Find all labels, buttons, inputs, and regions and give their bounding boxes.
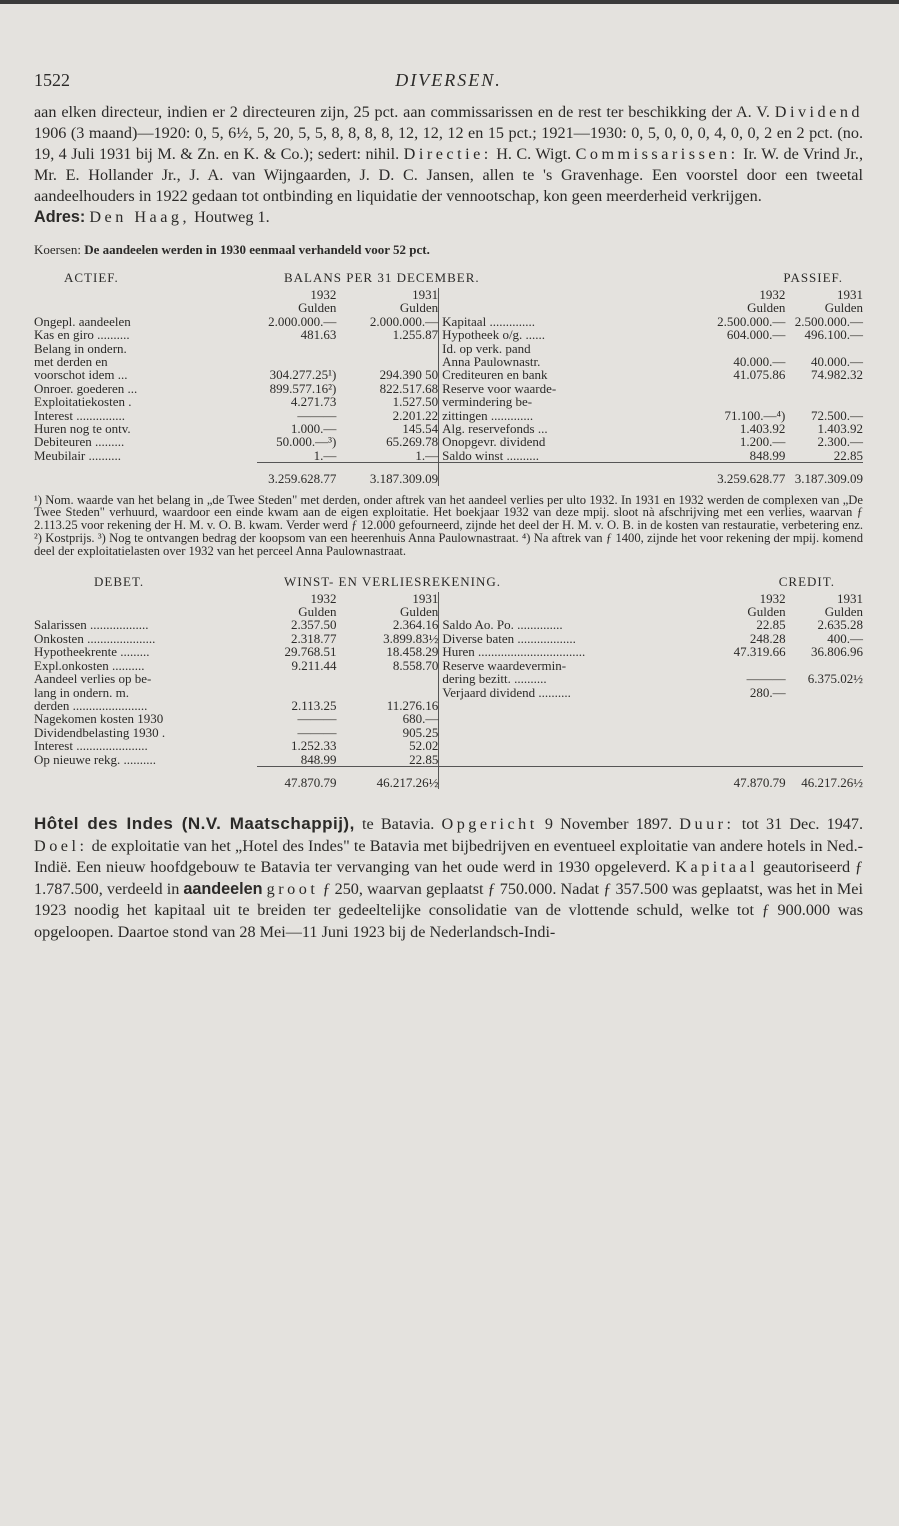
right-label: Diverse baten ..................: [439, 632, 666, 645]
left-value-2: 680.—: [402, 711, 439, 727]
right-value-1: 2.500.000.—: [717, 313, 786, 329]
groot-label: groot: [266, 879, 319, 898]
winst-heading: [34, 572, 863, 592]
right-value-2: [786, 659, 863, 672]
table-row: [34, 328, 863, 341]
left-value-2: [336, 672, 438, 685]
table-row: [34, 409, 863, 422]
right-label: Hypotheek o/g. ......: [439, 328, 666, 341]
intro-text-2: 1906 (3 maand)—1920: 0, 5, 6½, 5, 20, 5, 5, 8, 8, 8, 8, 12, 12, 12 en 15 pct.; 1921—1930: 0, 5, 0, 0, 0, 4, 0, 0, 2 en 2 pct. (no. 19, 4 Juli 1931 bij M. & Zn. en K. & Co.); sedert: nihil.: [34, 124, 863, 163]
year-right-2: 1931: [837, 590, 863, 606]
unit-right-1: Gulden: [747, 604, 786, 620]
commissarissen-label: Commissarissen:: [575, 145, 739, 163]
left-value-1: 2.000.000.—: [268, 313, 337, 329]
right-value-1: [666, 739, 785, 752]
unit-header-row: [34, 605, 863, 618]
right-value-2: 40.000.—: [811, 354, 863, 370]
right-label: Onopgevr. dividend: [439, 435, 666, 448]
right-label: Reserve waardevermin-: [439, 659, 666, 672]
winst-table: [34, 592, 863, 790]
adres-city: Den Haag,: [89, 208, 191, 226]
right-value-2: 22.85: [833, 447, 863, 463]
left-label: Hypotheekrente .........: [34, 644, 150, 660]
left-value-2: 2.364.16: [392, 617, 439, 633]
right-value-1: [666, 753, 785, 767]
running-title: DIVERSEN.: [395, 70, 502, 90]
left-value-2: [336, 686, 438, 699]
blank-cell: [439, 605, 666, 618]
right-value-1: 47.319.66: [733, 644, 786, 660]
left-value-2: 22.85: [409, 751, 439, 767]
left-label: Salarissen ..................: [34, 617, 149, 633]
right-value-1: ———: [746, 671, 786, 687]
left-value-2: 822.517.68: [379, 380, 439, 396]
table-row: [34, 395, 863, 408]
balans-footnotes: ¹) Nom. waarde van het belang in „de Twee Steden" met derden, onder aftrek van het aandeel verlies per ulto 1932. In 1931 en 1932 werden de complexen van „De Twee Steden" verhuurd, waardoor een einde kwam aan de eigen exploitatie. Het boekjaar 1932 van deze mpij. sloot nà afschrijving met een verlies, waarvan ƒ 2.113.25 voor rekening der H. M. v. O. B. kwam. Verder werd ƒ 12.000 gefourneerd, zijnde het deel der H. M. v. O. B. in de kosten van restauratie, verbetering enz. ²) Kostprijs. ³) Nog te ontvangen bedrag der koopsom van een heerenhuis Anna Paulownastraat. ⁴) Na aftrek van ƒ 1400, zijnde het voor rekening der mpij. komend deel der exploitatielasten over 1932 van het perceel Anna Paulownastraat.: [34, 492, 863, 558]
left-value-1: ———: [297, 724, 337, 740]
left-label: Nagekomen kosten 1930: [34, 711, 164, 727]
total-row: [34, 766, 863, 789]
left-value-1: [257, 342, 337, 355]
left-value-2: 905.25: [402, 724, 439, 740]
left-label: Exploitatiekosten .: [34, 394, 132, 410]
koersen-label: Koersen:: [34, 242, 81, 257]
table-row: [34, 712, 863, 725]
right-value-2: 36.806.96: [811, 644, 863, 660]
koersen-text: De aandeelen werden in 1930 eenmaal verhandeld voor 52 pct.: [84, 242, 430, 257]
right-value-1: 22.85: [756, 617, 786, 633]
left-label: Onroer. goederen ...: [34, 380, 138, 396]
right-value-2: 1.403.92: [817, 421, 863, 437]
hotel-text-3: tot 31 Dec. 1947.: [741, 815, 864, 834]
right-value-1: 604.000.—: [726, 327, 786, 343]
left-value-2: 11.276.16: [386, 697, 439, 713]
blank-cell: [439, 766, 666, 789]
year-header-row: [34, 592, 863, 605]
balans-left-head: ACTIEF.: [64, 270, 119, 285]
right-label: Id. op verk. pand: [439, 342, 666, 355]
right-label: zittingen .............: [439, 409, 666, 422]
right-value-1: 1.403.92: [739, 421, 786, 437]
intro-text-1: aan elken directeur, indien er 2 directeuren zijn, 25 pct. aan commissarissen en de rest ter beschikking der A. V.: [34, 103, 770, 121]
year-header-row: [34, 288, 863, 301]
page-header: [34, 62, 863, 102]
page-number: 1522: [34, 70, 70, 90]
table-row: [34, 659, 863, 672]
balans-center-head: BALANS PER 31 DECEMBER.: [284, 270, 480, 285]
hotel-paragraph: [34, 813, 863, 943]
right-label: [439, 712, 666, 725]
year-left-2: 1931: [412, 590, 439, 606]
hotel-text-2: 9 November 1897.: [544, 815, 673, 834]
left-value-2: 1.255.87: [392, 327, 439, 343]
left-value-1: 9.211.44: [291, 657, 337, 673]
left-label: Debiteuren .........: [34, 434, 125, 450]
year-left-1: 1932: [310, 287, 337, 302]
left-value-2: 1.—: [415, 447, 439, 463]
left-value-2: 2.201.22: [392, 407, 439, 423]
total-right-2: 46.217.26½: [786, 766, 863, 789]
right-label: [439, 726, 666, 739]
total-left-2: 46.217.26½: [336, 766, 438, 789]
dividend-label: Dividend: [774, 103, 864, 121]
right-value-2: 2.300.—: [817, 434, 863, 450]
left-value-1: [257, 672, 337, 685]
table-row: [34, 449, 863, 463]
adres-label: Adres:: [34, 208, 86, 226]
balans-heading: [34, 268, 863, 288]
blank-cell: [34, 463, 257, 486]
right-value-1: 40.000.—: [733, 354, 786, 370]
winst-right-head: CREDIT.: [778, 573, 835, 589]
left-value-1: 50.000.—³): [276, 434, 337, 450]
winst-center-head: WINST- EN VERLIESREKENING.: [284, 573, 502, 589]
left-value-2: 65.269.78: [386, 434, 439, 450]
total-right-1: 47.870.79: [666, 766, 785, 789]
intro-text-4: Ir. W. de Vrind Jr., Mr. E. Hollander Jr., J. A. van Wijngaarden, J. D. C. Jansen, allen te 's Gravenhage. Een voorstel door een tweetal aandeelhouders in 1922 gedaan tot ontbinding en liquidatie der vennootschap, kon geen meerderheid verkrijgen.: [34, 145, 864, 205]
right-label: vermindering be-: [439, 395, 666, 408]
unit-left-2: Gulden: [400, 604, 439, 620]
right-label: Saldo winst ..........: [439, 449, 666, 463]
left-value-2: 8.558.70: [392, 657, 439, 673]
left-value-2: 52.02: [409, 738, 439, 754]
left-label: derden .......................: [34, 697, 148, 713]
left-label: voorschot idem ...: [34, 367, 128, 383]
left-value-2: 3.899.83½: [383, 630, 439, 646]
adres-street: Houtweg 1.: [194, 208, 270, 226]
hotel-text-1: te Batavia.: [362, 815, 435, 834]
kapitaal-label: Kapitaal: [675, 858, 759, 877]
right-value-2: 72.500.—: [811, 407, 863, 423]
right-value-2: 2.635.28: [817, 617, 863, 633]
right-value-2: [785, 395, 863, 408]
left-value-1: ———: [297, 407, 337, 423]
left-label: Op nieuwe rekg. ..........: [34, 751, 157, 767]
right-value-1: 248.28: [749, 630, 786, 646]
unit-header-row: [34, 301, 863, 314]
left-value-1: [257, 355, 337, 368]
left-value-2: 18.458.29: [386, 644, 439, 660]
right-label: Verjaard dividend ..........: [439, 686, 666, 699]
left-label: Dividendbelasting 1930 .: [34, 724, 166, 740]
doel-label: Doel:: [34, 836, 88, 855]
left-value-1: 2.113.25: [291, 697, 337, 713]
left-value-2: [336, 355, 438, 368]
blank-cell: [439, 301, 666, 314]
right-value-2: [786, 753, 863, 767]
right-value-1: [666, 699, 785, 712]
right-value-1: [666, 659, 785, 672]
left-value-2: 145.54: [402, 421, 439, 437]
right-value-1: [666, 726, 785, 739]
right-label: dering bezitt. ..........: [439, 672, 666, 685]
table-row: [34, 739, 863, 752]
table-row: [34, 355, 863, 368]
left-value-2: 2.000.000.—: [369, 313, 439, 329]
right-value-1: [666, 342, 785, 355]
hotel-name: Hôtel des Indes (N.V. Maatschappij),: [34, 814, 355, 834]
left-value-1: ———: [297, 711, 337, 727]
blank-cell: [34, 288, 257, 301]
blank-cell: [34, 605, 257, 618]
right-value-1: [666, 712, 785, 725]
year-left-2: 1931: [412, 287, 439, 302]
right-label: [439, 739, 666, 752]
unit-left-2: Gulden: [399, 300, 439, 316]
left-value-1: 481.63: [300, 327, 337, 343]
hotel-text-6: ƒ 250, waarvan geplaatst ƒ 750.000. Nadat ƒ 357.500 was geplaatst, was het in Mei 1923 noodig het kapitaal uit te breiden ter gedeeltelijke consolidatie van de vlottende schuld, welke tot ƒ 900.000 was opgeloopen. Daartoe stond van 28 Mei—11 Juni 1923 bij de Nederlandsch-Indi-: [34, 879, 863, 941]
left-value-1: 304.277.25¹): [269, 367, 337, 383]
total-right-2: 3.187.309.09: [785, 463, 863, 486]
right-value-2: 6.375.02½: [807, 671, 863, 687]
right-label: Reserve voor waarde-: [439, 382, 666, 395]
right-value-2: [786, 712, 863, 725]
unit-right-1: Gulden: [747, 300, 786, 316]
left-label: Kas en giro ..........: [34, 327, 130, 343]
right-label: Anna Paulownastr.: [439, 355, 666, 368]
left-label: Huren nog te ontv.: [34, 421, 131, 437]
right-value-1: 1.200.—: [739, 434, 786, 450]
left-value-2: 1.527.50: [392, 394, 439, 410]
koersen-line: [34, 242, 863, 258]
left-label: met derden en: [34, 354, 108, 370]
right-value-2: [786, 726, 863, 739]
right-value-2: 74.982.32: [811, 367, 863, 383]
table-row: [34, 753, 863, 767]
left-value-1: 2.357.50: [290, 617, 337, 633]
hotel-text-5: geautoriseerd ƒ 1.787.500, verdeeld in: [34, 858, 863, 898]
unit-right-2: Gulden: [824, 300, 863, 316]
left-value-1: 4.271.73: [290, 394, 337, 410]
right-label: Crediteuren en bank: [439, 368, 666, 381]
unit-right-2: Gulden: [824, 604, 863, 620]
left-label: Interest ...............: [34, 407, 125, 423]
table-row: [34, 435, 863, 448]
table-row: [34, 422, 863, 435]
total-left-2: 3.187.309.09: [336, 463, 438, 486]
right-label: Kapitaal ..............: [439, 315, 666, 328]
right-value-2: [785, 382, 863, 395]
address-line: [34, 207, 863, 228]
table-row: [34, 382, 863, 395]
directie-label: Directie:: [403, 145, 492, 163]
blank-cell: [34, 301, 257, 314]
table-row: [34, 368, 863, 381]
total-right-1: 3.259.628.77: [666, 463, 785, 486]
unit-left-1: Gulden: [298, 300, 337, 316]
winst-left-head: DEBET.: [94, 573, 145, 589]
left-value-1: 899.577.16²): [269, 380, 337, 396]
right-value-1: [666, 382, 785, 395]
duur-label: Duur:: [679, 815, 735, 834]
left-label: Expl.onkosten ..........: [34, 657, 145, 673]
table-row: [34, 645, 863, 658]
left-value-1: 1.000.—: [290, 421, 337, 437]
aandeelen-label: aandeelen: [183, 879, 263, 898]
right-value-1: [666, 395, 785, 408]
left-label: Aandeel verlies op be-: [34, 671, 152, 687]
left-label: Meubilair ..........: [34, 447, 122, 463]
right-value-1: 71.100.—⁴): [724, 407, 786, 423]
table-row: [34, 342, 863, 355]
right-value-2: [786, 686, 863, 699]
top-border: [0, 0, 899, 4]
blank-cell: [34, 766, 257, 789]
table-row: [34, 315, 863, 328]
year-right-1: 1932: [759, 287, 786, 302]
right-value-1: 280.—: [749, 684, 786, 700]
left-value-2: 294.390 50: [379, 367, 439, 383]
right-label: Alg. reservefonds ...: [439, 422, 666, 435]
left-value-1: 848.99: [300, 751, 337, 767]
right-value-2: 400.—: [827, 630, 863, 646]
total-left-1: 47.870.79: [257, 766, 337, 789]
table-row: [34, 686, 863, 699]
left-value-1: 2.318.77: [290, 630, 337, 646]
right-label: Saldo Ao. Po. ..............: [439, 618, 666, 631]
blank-cell: [439, 463, 666, 486]
balans-table: [34, 288, 863, 486]
year-left-1: 1932: [310, 590, 337, 606]
unit-left-1: Gulden: [298, 604, 337, 620]
year-right-1: 1932: [759, 590, 786, 606]
hotel-text-4: de exploitatie van het „Hotel des Indes" te Batavia met bijbedrijven en eventueel exploitatie van andere hotels in Ned.-Indië. Een nieuw hoofdgebouw te Batavia ter vervanging van het oude werd in 1930 opgeleverd.: [34, 836, 864, 877]
left-value-2: [336, 342, 438, 355]
left-value-1: [257, 686, 337, 699]
right-value-2: [786, 739, 863, 752]
balans-right-head: PASSIEF.: [783, 270, 843, 285]
intro-text-3: H. C. Wigt.: [496, 145, 572, 163]
left-value-1: 1.252.33: [290, 738, 337, 754]
blank-cell: [34, 592, 257, 605]
left-label: Ongepl. aandeelen: [34, 313, 131, 329]
left-value-1: 29.768.51: [284, 644, 337, 660]
left-value-1: 1.—: [313, 447, 337, 463]
right-value-2: [785, 342, 863, 355]
table-row: [34, 726, 863, 739]
blank-cell: [439, 288, 666, 301]
left-label: Onkosten .....................: [34, 630, 156, 646]
intro-paragraph: [34, 102, 863, 207]
right-label: Huren .................................: [439, 645, 666, 658]
right-value-1: 848.99: [749, 447, 786, 463]
table-row: [34, 672, 863, 685]
right-value-1: 41.075.86: [733, 367, 786, 383]
right-value-2: 496.100.—: [804, 327, 863, 343]
table-row: [34, 618, 863, 631]
total-row: [34, 463, 863, 486]
opgericht-label: Opgericht: [441, 815, 538, 834]
table-row: [34, 699, 863, 712]
left-label: Interest ......................: [34, 738, 148, 754]
right-label: [439, 753, 666, 767]
total-left-1: 3.259.628.77: [257, 463, 337, 486]
blank-cell: [439, 592, 666, 605]
right-value-2: 2.500.000.—: [794, 313, 863, 329]
left-label: Belang in ondern.: [34, 340, 127, 356]
year-right-2: 1931: [837, 287, 863, 302]
right-value-2: [786, 699, 863, 712]
left-label: lang in ondern. m.: [34, 684, 129, 700]
right-label: [439, 699, 666, 712]
table-row: [34, 632, 863, 645]
